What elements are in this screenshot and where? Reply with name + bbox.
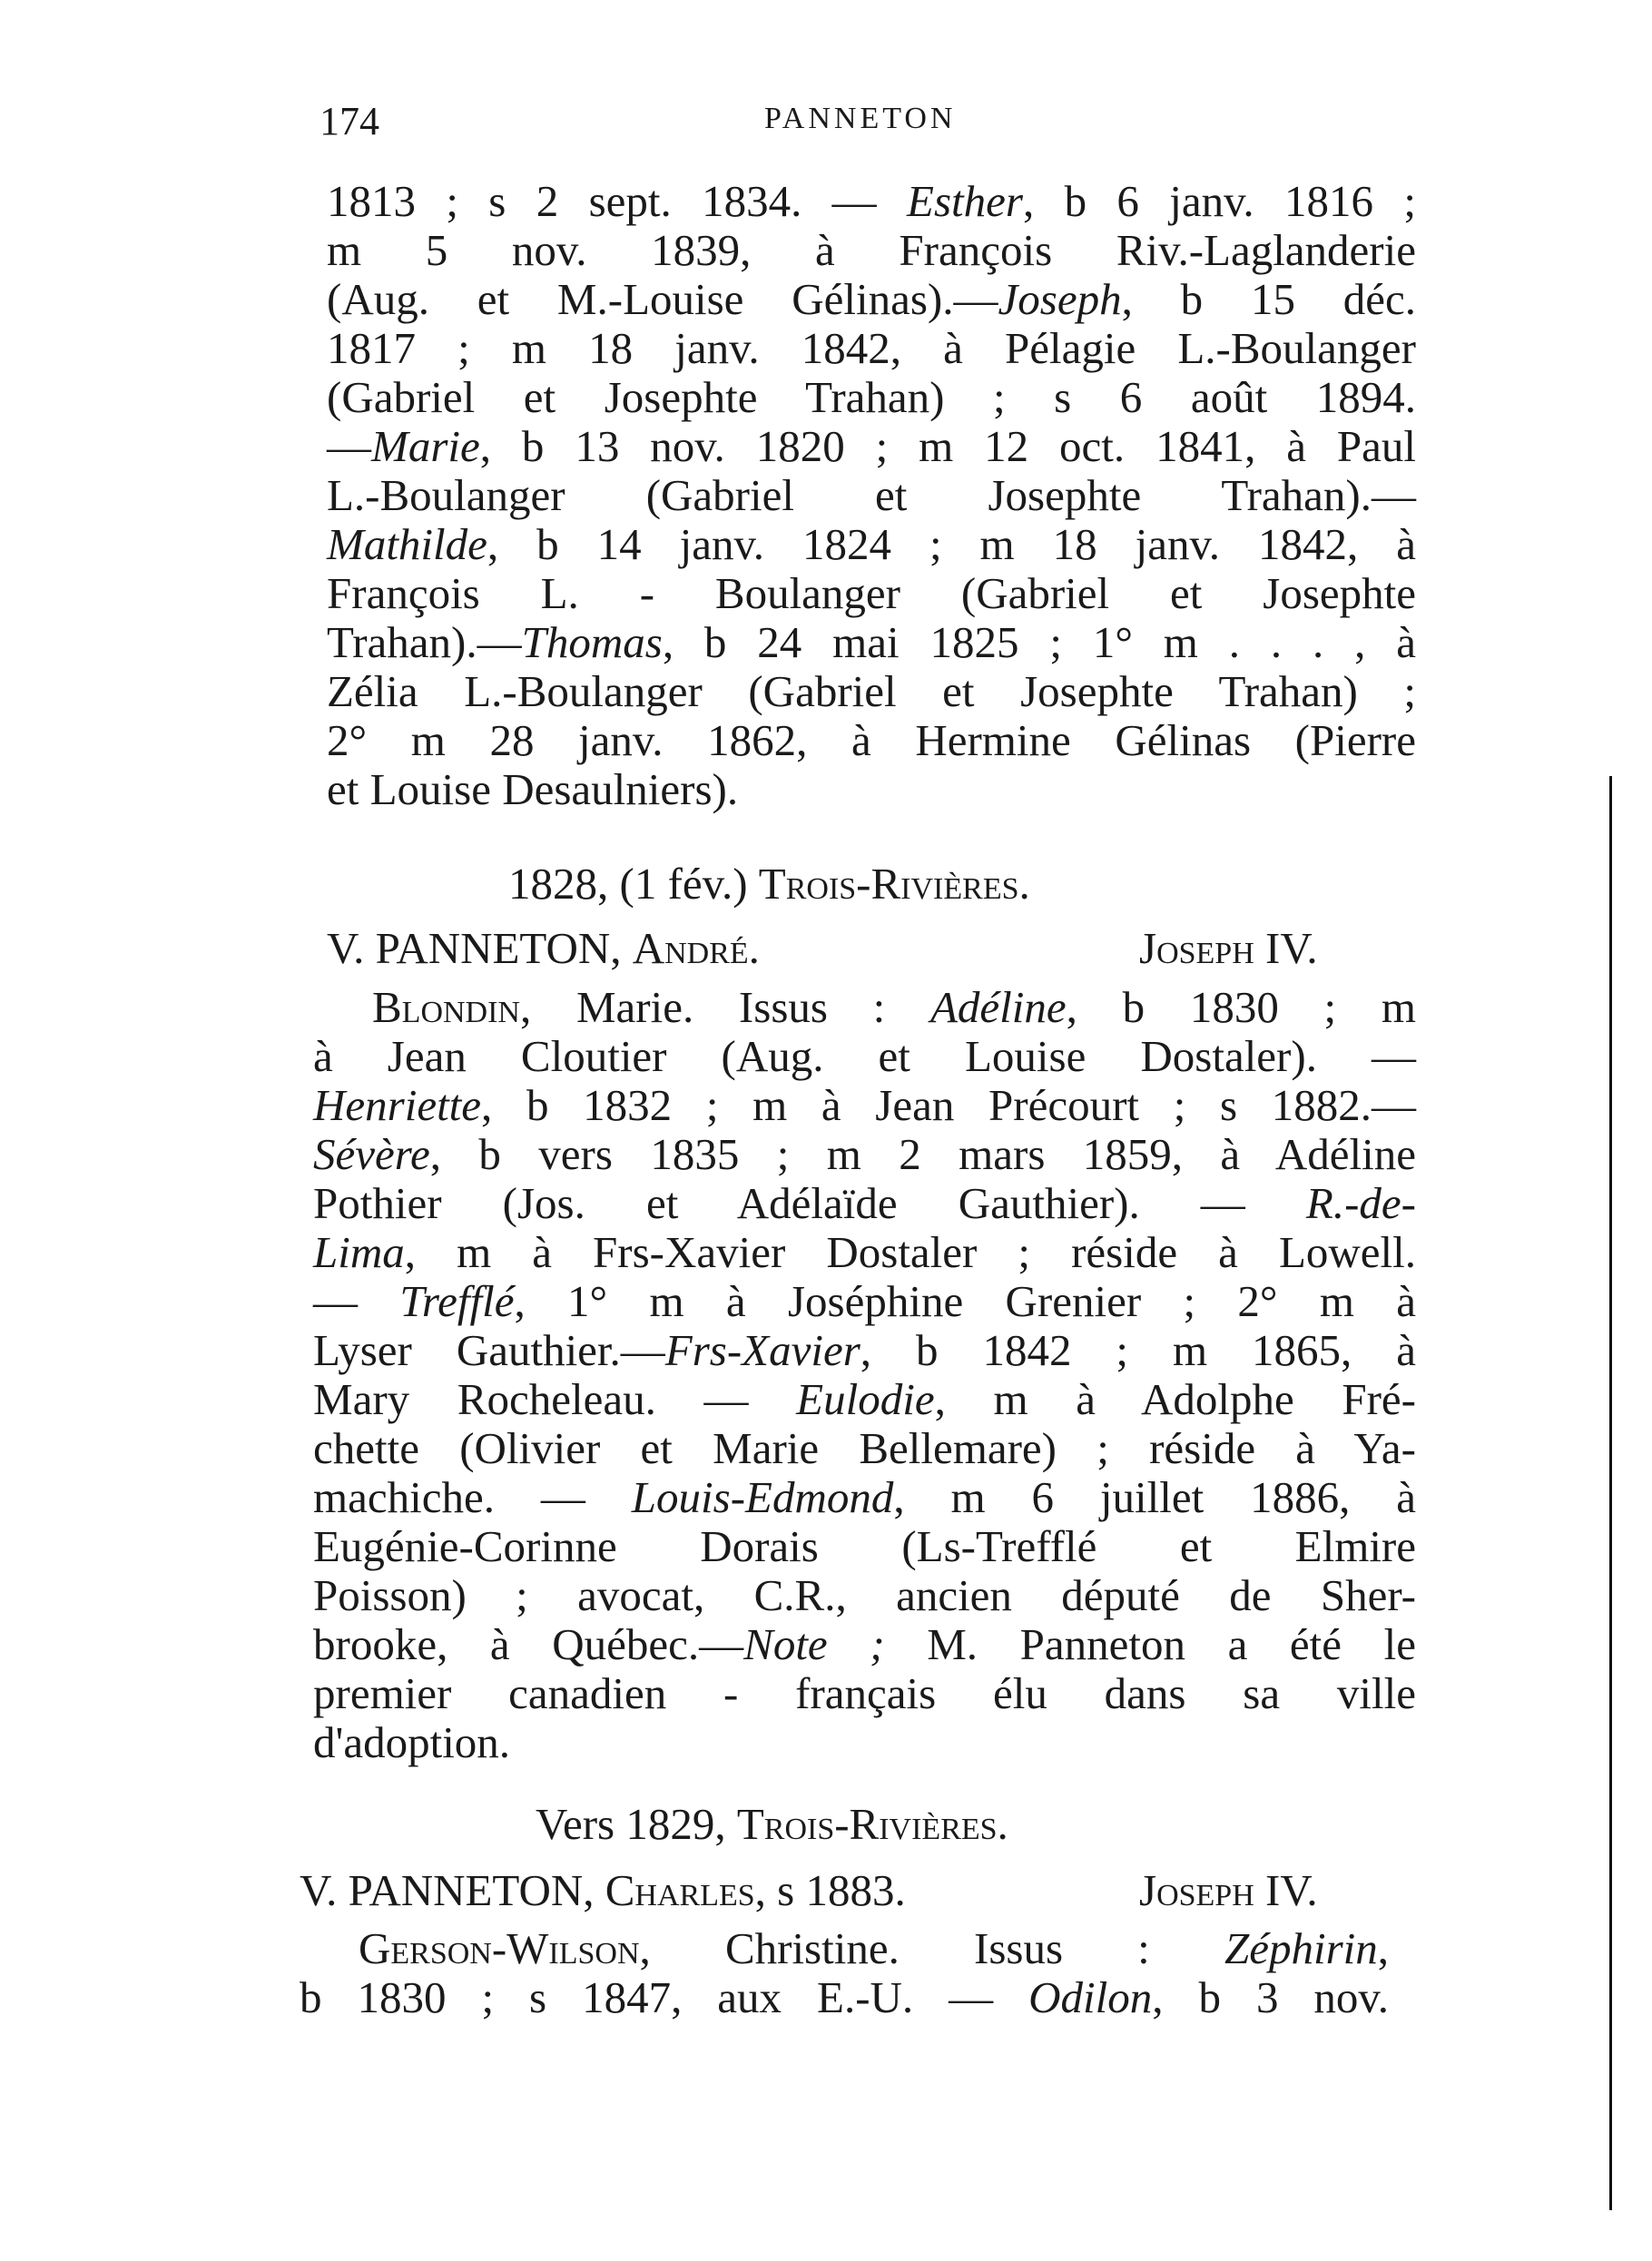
section-heading-right: Joseph IV. <box>1139 1865 1318 1915</box>
text-line: d'adoption. <box>313 1717 511 1767</box>
running-title: PANNETON <box>764 102 957 135</box>
text-line: Mathilde, b 14 janv. 1824 ; m 18 janv. 1842, à <box>327 519 1416 569</box>
text-line: Mary Rocheleau. — Eulodie, m à Adolphe Fré- <box>313 1374 1416 1424</box>
page-number: 174 <box>320 99 379 143</box>
section-heading: V. PANNETON, Charles, s 1883. <box>300 1865 906 1915</box>
entry-continuation <box>327 177 1416 814</box>
section-heading: V. PANNETON, André. <box>327 923 760 973</box>
text-line: machiche. — Louis-Edmond, m 6 juillet 1886, à <box>313 1472 1416 1522</box>
entry-body <box>300 1924 1389 2022</box>
text-line: à Jean Cloutier (Aug. et Louise Dostaler). — <box>313 1031 1416 1081</box>
section-heading-right: Joseph IV. <box>1139 923 1318 973</box>
text-line: 1813 ; s 2 sept. 1834. — Esther, b 6 janv. 1816 ; <box>327 176 1416 226</box>
section-date-line: 1828, (1 fév.) Trois-Rivières. <box>508 859 1030 909</box>
text-line: (Aug. et M.-Louise Gélinas).—Joseph, b 15 déc. <box>327 274 1417 324</box>
text-line: Trahan).—Thomas, b 24 mai 1825 ; 1° m . . . , à <box>327 617 1416 667</box>
section-date-line: Vers 1829, Trois-Rivières. <box>536 1799 1008 1849</box>
text-line: Lima, m à Frs-Xavier Dostaler ; réside à Lowell. <box>313 1227 1416 1277</box>
text-line: Henriette, b 1832 ; m à Jean Précourt ; s 1882.— <box>313 1080 1416 1130</box>
text-line: et Louise Desaulniers). <box>327 764 739 814</box>
text-line: François L. - Boulanger (Gabriel et Josephte <box>327 568 1416 618</box>
text-line: — Trefflé, 1° m à Joséphine Grenier ; 2° m à <box>313 1276 1416 1326</box>
entry-body <box>313 983 1416 1767</box>
text-line: L.-Boulanger (Gabriel et Josephte Trahan).— <box>327 470 1416 520</box>
text-line: 2° m 28 janv. 1862, à Hermine Gélinas (Pierre <box>327 715 1416 765</box>
text-line: brooke, à Québec.—Note ; M. Panneton a été le <box>313 1619 1416 1669</box>
text-line: Gerson-Wilson, Christine. Issus : Zéphirin, <box>359 1923 1389 1973</box>
text-line: Lyser Gauthier.—Frs-Xavier, b 1842 ; m 1865, à <box>313 1325 1416 1375</box>
text-line: Poisson) ; avocat, C.R., ancien député de Sher- <box>313 1570 1416 1620</box>
text-line: b 1830 ; s 1847, aux E.-U. — Odilon, b 3 nov. <box>300 1972 1389 2022</box>
text-line: Sévère, b vers 1835 ; m 2 mars 1859, à Adéline <box>313 1129 1416 1179</box>
text-line: Blondin, Marie. Issus : Adéline, b 1830 ; m <box>372 982 1416 1032</box>
text-line: chette (Olivier et Marie Bellemare) ; réside à Ya- <box>313 1423 1416 1473</box>
text-line: Zélia L.-Boulanger (Gabriel et Josephte Trahan) ; <box>327 666 1416 716</box>
text-line: Pothier (Jos. et Adélaïde Gauthier). — R.-de- <box>313 1178 1416 1228</box>
text-line: m 5 nov. 1839, à François Riv.-Laglanderie <box>327 225 1416 275</box>
text-line: —Marie, b 13 nov. 1820 ; m 12 oct. 1841, à Paul <box>327 421 1416 471</box>
text-line: premier canadien - français élu dans sa ville <box>313 1668 1416 1718</box>
text-line: Eugénie-Corinne Dorais (Ls-Trefflé et Elmire <box>313 1521 1416 1571</box>
scan-edge-rule <box>1609 776 1612 2210</box>
text-line: 1817 ; m 18 janv. 1842, à Pélagie L.-Boulanger <box>327 323 1416 373</box>
text-line: (Gabriel et Josephte Trahan) ; s 6 août 1894. <box>327 372 1416 422</box>
